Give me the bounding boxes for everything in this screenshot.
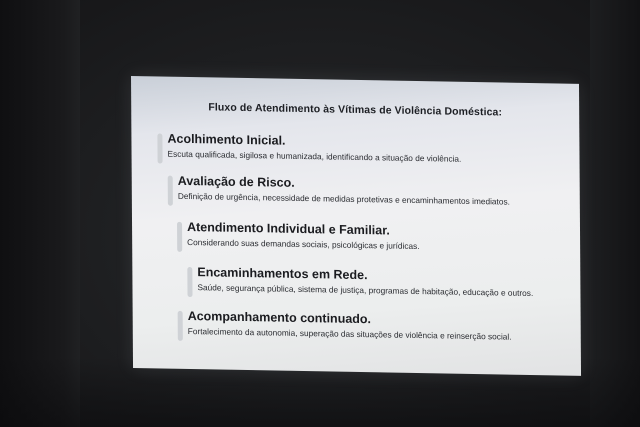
step-marker-bar bbox=[187, 267, 192, 297]
step-heading: Avaliação de Risco. bbox=[177, 173, 295, 190]
step-description: Fortalecimento da autonomia, superação das situações de violência e reinserção social. bbox=[187, 325, 512, 342]
slide-title: Fluxo de Atendimento às Vítimas de Violência Doméstica: bbox=[208, 101, 503, 119]
flow-step-avaliacao bbox=[178, 174, 510, 207]
flow-step-acompanhamento bbox=[188, 309, 512, 342]
projection-screen bbox=[131, 76, 581, 376]
step-description: Definição de urgência, necessidade de medidas protetivas e encaminhamentos imediatos. bbox=[177, 190, 510, 207]
flow-step-encaminhamentos bbox=[197, 265, 533, 298]
step-heading: Acolhimento Inicial. bbox=[167, 131, 286, 148]
flow-step-acolhimento bbox=[167, 132, 461, 164]
step-description: Saúde, segurança pública, sistema de justiça, programas de habitação, educação e outros. bbox=[197, 282, 534, 299]
step-description: Escuta qualificada, sigilosa e humanizada, identificando a situação de violência. bbox=[167, 148, 462, 164]
step-heading: Encaminhamentos em Rede. bbox=[197, 265, 368, 283]
flow-step-atendimento bbox=[187, 220, 420, 251]
step-heading: Atendimento Individual e Familiar. bbox=[186, 219, 390, 238]
step-heading: Acompanhamento continuado. bbox=[187, 308, 372, 327]
step-description: Considerando suas demandas sociais, psicológicas e jurídicas. bbox=[187, 236, 420, 252]
step-marker-bar bbox=[177, 222, 182, 252]
step-marker-bar bbox=[178, 311, 183, 341]
step-marker-bar bbox=[157, 133, 162, 163]
step-marker-bar bbox=[168, 176, 173, 206]
